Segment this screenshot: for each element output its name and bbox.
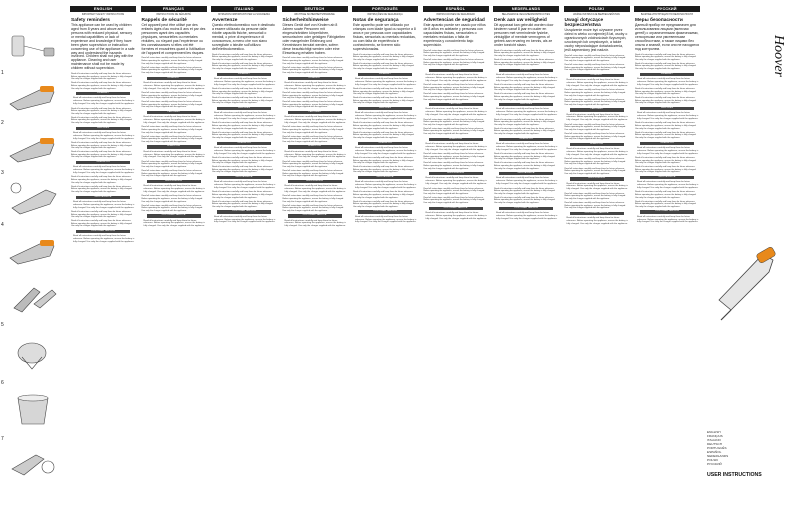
body-paragraph: Read all instructions carefully and keep them for future reference. Before operating the appliance, ensure the battery is fully charged. Use only the charger supplied with the appliance. xyxy=(423,127,485,136)
figure-number: 5 xyxy=(1,322,4,328)
language-item: FRANÇAIS xyxy=(707,434,723,438)
list-text: Read all instructions carefully and keep them for future reference. Before operating the appliance, ensure the battery is fully charged. Use only the charger supplied with the appliance. xyxy=(637,77,699,86)
body-paragraph: Read all instructions carefully and keep them for future reference. Before operating the appliance, ensure the battery is fully charged. Use only the charger supplied with the appliance. xyxy=(212,131,274,139)
list-text: Read all instructions carefully and keep them for future reference. Before operating the appliance, ensure the battery is fully charged. Use only the charger supplied with the appliance. xyxy=(496,108,558,117)
section-bar: MAINTENANCE xyxy=(570,177,624,180)
body-paragraph: Read all instructions carefully and keep them for future reference. Before operating the appliance, ensure the battery is fully charged. Use only the charger supplied with the appliance. xyxy=(282,126,344,134)
list-text: Read all instructions carefully and keep them for future reference. Before operating the appliance, ensure the battery is fully charged. Use only the charger supplied with the appliance. xyxy=(143,185,205,193)
safety-subheading: WAŻNE INSTRUKCJE BEZPIECZEŃSTWA xyxy=(573,13,620,16)
section-bar: CUSTOMER SERVICE xyxy=(499,207,553,210)
section-heading: Notas de segurança xyxy=(353,18,399,23)
language-header: ITALIANO xyxy=(211,6,277,12)
section-bar: ASSEMBLY xyxy=(217,73,271,76)
safety-subheading: IMPORTANT SAFETY INSTRUCTIONS xyxy=(81,13,125,16)
body-paragraph: Read all instructions carefully and keep them for future reference. Before operating the appliance, ensure the battery is fully charged. Use only the charger supplied with the appliance. xyxy=(71,185,133,193)
body-paragraph: Read all instructions carefully and keep them for future reference. Before operating the appliance, ensure the battery is fully charged. Use only the charger supplied with the appliance. xyxy=(635,122,697,130)
body-paragraph: Read all instructions carefully and keep them for future reference. Before operating the appliance, ensure the battery is fully charged. Use only the charger supplied with the appliance. xyxy=(494,93,556,101)
section-bar: FEATURES xyxy=(499,103,553,106)
body-paragraph: Read all instructions carefully and keep them for future reference. Before operating the appliance, ensure the battery is fully charged. Use only the charger supplied with the appliance. xyxy=(564,192,626,200)
body-paragraph: Read all instructions carefully and keep them for future reference. Before operating the appliance, ensure the battery is fully charged. Use only the charger supplied with the appliance. xyxy=(353,191,415,199)
list-text: Read all instructions carefully and keep them for future reference. Before operating the appliance, ensure the battery is fully charged. Use only the charger supplied with the appliance. xyxy=(496,73,558,82)
body-paragraph: Read all instructions carefully and keep them for future reference. Before operating the appliance, ensure the battery is fully charged. Use only the charger supplied with the appliance. xyxy=(423,196,485,204)
list-text: Read all instructions carefully and keep them for future reference. Before operating the appliance, ensure the battery is fully charged. Use only the charger supplied with the appliance. xyxy=(143,150,205,159)
body-paragraph: Read all instructions carefully and keep them for future reference. Before operating the appliance, ensure the battery is fully charged. Use only the charger supplied with the appliance. xyxy=(141,91,203,100)
body-paragraph: Read all instructions carefully and keep them for future reference. Before operating the appliance, ensure the battery is fully charged. Use only the charger supplied with the appliance. xyxy=(71,142,133,150)
lead-paragraph: Cet appareil peut être utilisé par des enfants âgés d'au moins 8 ans et par des personnes ayant des capacités physiques, sensorielles ou mentales réduites, ou n'ayant pas l'expérience ou les connaissances si elles ont été formées et encadrées quant à l'utilisation de l'appareil et comprennent les risques. xyxy=(141,23,206,55)
body-paragraph: Read all instructions carefully and keep them for future reference. Before operating the appliance, ensure the battery is fully charged. Use only the charger supplied with the appliance. xyxy=(353,62,415,71)
body-paragraph: Read all instructions carefully and keep them for future reference. Before operating the appliance, ensure the battery is fully charged. Use only the charger supplied with the appliance. xyxy=(282,204,344,212)
list-text: Read all instructions carefully and keep them for future reference. Before operating the appliance, ensure the battery is fully charged. Use only the charger supplied with the appliance. xyxy=(284,116,346,124)
body-paragraph: Read all instructions carefully and keep them for future reference. Before operating the appliance, ensure the battery is fully charged. Use only the charger supplied with the appliance. xyxy=(423,153,485,161)
language-column xyxy=(634,6,700,524)
safety-subheading: INSTRUÇÕES DE SEGURANÇA xyxy=(367,13,403,16)
body-paragraph: Read all instructions carefully and keep them for future reference. Before operating the appliance, ensure the battery is fully charged. Use only the charger supplied with the appliance. xyxy=(353,200,415,208)
body-paragraph: Read all instructions carefully and keep them for future reference. Before operating the appliance, ensure the battery is fully charged. Use only the charger supplied with the appliance. xyxy=(353,88,415,96)
safety-subheading: ISTRUZIONI IMPORTANTI PER LA SICUREZZA xyxy=(218,13,270,16)
section-bar: MAINTENANCE xyxy=(640,176,694,179)
list-text: Read all instructions carefully and keep them for future reference. Before operating the appliance, ensure the battery is fully charged. Use only the charger supplied with the appliance. xyxy=(637,146,699,155)
section-bar: MAINTENANCE xyxy=(288,180,342,183)
list-text: Read all instructions carefully and keep them for future reference. Before operating the appliance, ensure the battery is fully charged. Use only the charger supplied with the appliance. xyxy=(566,148,628,156)
section-bar: OPERATION xyxy=(499,138,553,141)
section-heading: Advertencias de seguridad xyxy=(423,18,485,23)
list-text: Read all instructions carefully and keep them for future reference. Before operating the appliance, ensure the battery is fully charged. Use only the charger supplied with the appliance. xyxy=(425,177,487,186)
section-bar: FEATURES xyxy=(640,107,694,110)
body-paragraph: Read all instructions carefully and keep them for future reference. Before operating the appliance, ensure the battery is fully charged. Use only the charger supplied with the appliance. xyxy=(423,118,485,126)
list-text: Read all instructions carefully and keep them for future reference. Before operating the appliance, ensure the battery is fully charged. Use only the charger supplied with the appliance. xyxy=(566,216,628,225)
body-paragraph: Read all instructions carefully and keep them for future reference. Before operating the appliance, ensure the battery is fully charged. Use only the charger supplied with the appliance. xyxy=(635,166,697,174)
list-text: Read all instructions carefully and keep them for future reference. Before operating the appliance, ensure the battery is fully charged. Use only the charger supplied with the appliance. xyxy=(425,108,487,117)
body-paragraph: Read all instructions carefully and keep them for future reference. Before operating the appliance, ensure the battery is fully charged. Use only the charger supplied with the appliance. xyxy=(141,195,203,203)
figure-strip xyxy=(0,0,67,528)
language-column xyxy=(352,6,418,524)
language-item: ITALIANO xyxy=(707,438,721,442)
list-text: Read all instructions carefully and keep them for future reference. Before operating the appliance, ensure the battery is fully charged. Use only the charger supplied with the appliance. xyxy=(637,181,699,190)
lead-paragraph: Este aparato puede ser usado por niños de 8 años en adelante y personas con capacidades físicas, sensoriales o mentales reducidas o falta de experiencia y conocimiento bajo supervisión. xyxy=(423,23,486,47)
dust-bowl-illustration xyxy=(4,390,62,430)
body-paragraph: Read all instructions carefully and keep them for future reference. Before operating the appliance, ensure the battery is fully charged. Use only the charger supplied with the appliance. xyxy=(141,160,203,169)
list-text: Read all instructions carefully and keep them for future reference. Before operating the appliance, ensure the battery is fully charged. Use only the charger supplied with the appliance. xyxy=(143,116,205,124)
body-paragraph: Read all instructions carefully and keep them for future reference. Before operating the appliance, ensure the battery is fully charged. Use only the charger supplied with the appliance. xyxy=(635,200,697,208)
list-text: Read all instructions carefully and keep them for future reference. Before operating the appliance, ensure the battery is fully charged. Use only the charger supplied with the appliance. xyxy=(496,142,558,151)
list-text: Read all instructions carefully and keep them for future reference. Before operating the appliance, ensure the battery is fully charged. Use only the charger supplied with the appliance. xyxy=(425,142,487,151)
body-paragraph: Read all instructions carefully and keep them for future reference. Before operating the appliance, ensure the battery is fully charged. Use only the charger supplied with the appliance. xyxy=(71,220,133,228)
list-text: Read all instructions carefully and keep them for future reference. Before operating the appliance, ensure the battery is fully charged. Use only the charger supplied with the appliance. xyxy=(143,219,205,228)
body-paragraph: Read all instructions carefully and keep them for future reference. Before operating the appliance, ensure the battery is fully charged. Use only the charger supplied with the appliance. xyxy=(564,202,626,210)
section-bar: CUSTOMER SERVICE xyxy=(76,230,130,233)
charger-illustration xyxy=(4,30,62,68)
cover-panel xyxy=(703,0,802,528)
body-paragraph: Read all instructions carefully and keep them for future reference. Before operating the appliance, ensure the battery is fully charged. Use only the charger supplied with the appliance. xyxy=(212,200,274,208)
body-paragraph: Read all instructions carefully and keep them for future reference. Before operating the appliance, ensure the battery is fully charged. Use only the charger supplied with the appliance. xyxy=(494,118,556,126)
body-paragraph: Read all instructions carefully and keep them for future reference. Before operating the appliance, ensure the battery is fully charged. Use only the charger supplied with the appliance. xyxy=(564,98,626,106)
list-text: Read all instructions carefully and keep them for future reference. Before operating the appliance, ensure the battery is fully charged. Use only the charger supplied with the appliance. xyxy=(566,113,628,122)
section-bar: FEATURES xyxy=(217,107,271,110)
body-paragraph: Read all instructions carefully and keep them for future reference. Before operating the appliance, ensure the battery is fully charged. Use only the charger supplied with the appliance. xyxy=(635,88,697,96)
section-bar: OPERATION xyxy=(217,142,271,145)
body-paragraph: Read all instructions carefully and keep them for future reference. Before operating the appliance, ensure the battery is fully charged. Use only the charger supplied with the appliance. xyxy=(212,62,274,71)
body-paragraph: Read all instructions carefully and keep them for future reference. Before operating the appliance, ensure the battery is fully charged. Use only the charger supplied with the appliance. xyxy=(141,135,203,143)
safety-subheading: ВАЖНЫЕ ИНСТРУКЦИИ ПО БЕЗОПАСНОСТИ xyxy=(640,13,694,16)
list-text: Read all instructions carefully and keep them for future reference. Before operating the appliance, ensure the battery is fully charged. Use only the charger supplied with the appliance. xyxy=(496,211,558,220)
list-text: Read all instructions carefully and keep them for future reference. Before operating the appliance, ensure the battery is fully charged. Use only the charger supplied with the appliance. xyxy=(73,200,135,209)
body-paragraph: Read all instructions carefully and keep them for future reference. Before operating the appliance, ensure the battery is fully charged. Use only the charger supplied with the appliance. xyxy=(141,170,203,178)
section-bar: ASSEMBLY xyxy=(76,92,130,95)
list-text: Read all instructions carefully and keep them for future reference. Before operating the appliance, ensure the battery is fully charged. Use only the charger supplied with the appliance. xyxy=(496,177,558,186)
svg-text:Hoover: Hoover xyxy=(771,35,786,77)
body-paragraph: Read all instructions carefully and keep them for future reference. Before operating the appliance, ensure the battery is fully charged. Use only the charger supplied with the appliance. xyxy=(494,127,556,136)
document-title: USER INSTRUCTIONS xyxy=(707,472,762,478)
body-paragraph: Read all instructions carefully and keep them for future reference. Before operating the appliance, ensure the battery is fully charged. Use only the charger supplied with the appliance. xyxy=(282,101,344,109)
section-bar: ASSEMBLY xyxy=(570,74,624,77)
body-paragraph: Read all instructions carefully and keep them for future reference. Before operating the appliance, ensure the battery is fully charged. Use only the charger supplied with the appliance. xyxy=(353,97,415,105)
section-bar: ASSEMBLY xyxy=(358,73,412,76)
language-column xyxy=(493,6,559,524)
body-paragraph: Read all instructions carefully and keep them for future reference. Before operating the appliance, ensure the battery is fully charged. Use only the charger supplied with the appliance. xyxy=(212,53,274,61)
list-text: Read all instructions carefully and keep them for future reference. Before operating the appliance, ensure the battery is fully charged. Use only the charger supplied with the appliance. xyxy=(355,77,417,86)
body-paragraph: Read all instructions carefully and keep them for future reference. Before operating the appliance, ensure the battery is fully charged. Use only the charger supplied with the appliance. xyxy=(564,64,626,72)
section-heading: Denk aan uw veiligheid xyxy=(494,18,547,23)
list-text: Read all instructions carefully and keep them for future reference. Before operating the appliance, ensure the battery is fully charged. Use only the charger supplied with the appliance. xyxy=(566,182,628,191)
body-paragraph: Read all instructions carefully and keep them for future reference. Before operating the appliance, ensure the battery is fully charged. Use only the charger supplied with the appliance. xyxy=(353,156,415,165)
body-paragraph: Read all instructions carefully and keep them for future reference. Before operating the appliance, ensure the battery is fully charged. Use only the charger supplied with the appliance. xyxy=(71,73,133,81)
language-header: POLSKI xyxy=(564,6,630,12)
body-paragraph: Read all instructions carefully and keep them for future reference. Before operating the appliance, ensure the battery is fully charged. Use only the charger supplied with the appliance. xyxy=(635,97,697,105)
section-bar: OPERATION xyxy=(358,142,412,145)
section-bar: CUSTOMER SERVICE xyxy=(640,210,694,213)
list-text: Read all instructions carefully and keep them for future reference. Before operating the appliance, ensure the battery is fully charged. Use only the charger supplied with the appliance. xyxy=(284,150,346,159)
figure-number: 3 xyxy=(1,170,4,176)
body-paragraph: Read all instructions carefully and keep them for future reference. Before operating the appliance, ensure the battery is fully charged. Use only the charger supplied with the appliance. xyxy=(141,101,203,109)
section-bar: MAINTENANCE xyxy=(147,180,201,183)
crevice-tool-illustration xyxy=(4,280,62,318)
language-header: NEDERLANDS xyxy=(493,6,559,12)
body-paragraph: Read all instructions carefully and keep them for future reference. Before operating the appliance, ensure the battery is fully charged. Use only the charger supplied with the appliance. xyxy=(212,166,274,174)
section-bar: ASSEMBLY xyxy=(640,73,694,76)
language-item: РУССКИЙ xyxy=(707,462,722,466)
figure-number: 7 xyxy=(1,436,4,442)
lead-paragraph: This appliance can be used by children aged from 8 years and above and persons with reduced physical, sensory or mental capabilities or lack of experience and knowledge if they have been given supervision or instruction concerning use of the appliance in a safe way and understand the hazards involved. Children shall not play with the appliance. Cleaning and user maintenance shall not be made by children without supervision. xyxy=(71,23,135,71)
body-paragraph: Read all instructions carefully and keep them for future reference. Before operating the appliance, ensure the battery is fully charged. Use only the charger supplied with the appliance. xyxy=(635,53,697,61)
body-paragraph: Read all instructions carefully and keep them for future reference. Before operating the appliance, ensure the battery is fully charged. Use only the charger supplied with the appliance. xyxy=(212,191,274,199)
section-bar: CUSTOMER SERVICE xyxy=(570,212,624,215)
body-paragraph: Read all instructions carefully and keep them for future reference. Before operating the appliance, ensure the battery is fully charged. Use only the charger supplied with the appliance. xyxy=(564,123,626,131)
body-paragraph: Read all instructions carefully and keep them for future reference. Before operating the appliance, ensure the battery is fully charged. Use only the charger supplied with the appliance. xyxy=(353,53,415,61)
section-bar: OPERATION xyxy=(570,143,624,146)
body-paragraph: Read all instructions carefully and keep them for future reference. Before operating the appliance, ensure the battery is fully charged. Use only the charger supplied with the appliance. xyxy=(282,66,344,74)
section-heading: Меры безопасности xyxy=(635,18,683,23)
list-text: Read all instructions carefully and keep them for future reference. Before operating the appliance, ensure the battery is fully charged. Use only the charger supplied with the appliance. xyxy=(143,81,205,90)
product-illustration xyxy=(711,236,781,326)
list-text: Read all instructions carefully and keep them for future reference. Before operating the appliance, ensure the battery is fully charged. Use only the charger supplied with the appliance. xyxy=(214,146,276,155)
language-list xyxy=(707,430,728,466)
body-paragraph: Read all instructions carefully and keep them for future reference. Before operating the appliance, ensure the battery is fully charged. Use only the charger supplied with the appliance. xyxy=(423,58,485,67)
body-paragraph: Read all instructions carefully and keep them for future reference. Before operating the appliance, ensure the battery is fully charged. Use only the charger supplied with the appliance. xyxy=(141,204,203,212)
list-text: Read all instructions carefully and keep them for future reference. Before operating the appliance, ensure the battery is fully charged. Use only the charger supplied with the appliance. xyxy=(355,146,417,155)
language-header: ESPAÑOL xyxy=(423,6,489,12)
language-item: PORTUGUÊS xyxy=(707,446,727,450)
list-text: Read all instructions carefully and keep them for future reference. Before operating the appliance, ensure the battery is fully charged. Use only the charger supplied with the appliance. xyxy=(73,97,135,106)
body-paragraph: Read all instructions carefully and keep them for future reference. Before operating the appliance, ensure the battery is fully charged. Use only the charger supplied with the appliance. xyxy=(71,116,133,125)
list-text: Read all instructions carefully and keep them for future reference. Before operating the appliance, ensure the battery is fully charged. Use only the charger supplied with the appliance. xyxy=(214,181,276,190)
section-bar: OPERATION xyxy=(429,138,483,141)
hoover-logo-icon xyxy=(760,26,790,86)
section-bar: ASSEMBLY xyxy=(499,69,553,72)
body-paragraph: Read all instructions carefully and keep them for future reference. Before operating the appliance, ensure the battery is fully charged. Use only the charger supplied with the appliance. xyxy=(353,122,415,130)
body-paragraph: Read all instructions carefully and keep them for future reference. Before operating the appliance, ensure the battery is fully charged. Use only the charger supplied with the appliance. xyxy=(494,58,556,67)
lead-paragraph: Urządzenie może być używane przez dzieci w wieku co najmniej 8 lat, osoby o ograniczonych zdolnościach fizycznych, czuciowych lub umysłowych, a także osoby nieposiadające doświadczenia, jeśli zapewniony jest nadzór. xyxy=(564,28,628,52)
safety-subheading: INSTRUCTIONS DE SÉCURITÉ xyxy=(156,13,191,16)
list-text: Read all instructions carefully and keep them for future reference. Before operating the appliance, ensure the battery is fully charged. Use only the charger supplied with the appliance. xyxy=(214,77,276,86)
section-bar: CUSTOMER SERVICE xyxy=(217,210,271,213)
section-bar: ASSEMBLY xyxy=(147,77,201,80)
body-paragraph: Read all instructions carefully and keep them for future reference. Before operating the appliance, ensure the battery is fully charged. Use only the charger supplied with the appliance. xyxy=(282,57,344,65)
body-paragraph: Read all instructions carefully and keep them for future reference. Before operating the appliance, ensure the battery is fully charged. Use only the charger supplied with the appliance. xyxy=(564,158,626,166)
body-paragraph: Read all instructions carefully and keep them for future reference. Before operating the appliance, ensure the battery is fully charged. Use only the charger supplied with the appliance. xyxy=(494,196,556,204)
section-bar: CUSTOMER SERVICE xyxy=(358,210,412,213)
vacuum-illustration-1 xyxy=(4,78,62,116)
body-paragraph: Read all instructions carefully and keep them for future reference. Before operating the appliance, ensure the battery is fully charged. Use only the charger supplied with the appliance. xyxy=(635,62,697,71)
figure-number: 1 xyxy=(1,70,4,76)
body-paragraph: Read all instructions carefully and keep them for future reference. Before operating the appliance, ensure the battery is fully charged. Use only the charger supplied with the appliance. xyxy=(282,170,344,178)
body-paragraph: Read all instructions carefully and keep them for future reference. Before operating the appliance, ensure the battery is fully charged. Use only the charger supplied with the appliance. xyxy=(564,54,626,63)
body-paragraph: Read all instructions carefully and keep them for future reference. Before operating the appliance, ensure the battery is fully charged. Use only the charger supplied with the appliance. xyxy=(141,57,203,65)
lead-paragraph: Dieses Gerät darf von Kindern ab 8 Jahren sowie Personen mit eingeschränkten körperlichen, sensorischen oder geistigen Fähigkeiten oder mangelnder Erfahrung und Kenntnissen benutzt werden, sofern diese beaufsichtigt werden oder eine Einweisung erhalten haben. xyxy=(282,23,346,55)
list-text: Read all instructions carefully and keep them for future reference. Before operating the appliance, ensure the battery is fully charged. Use only the charger supplied with the appliance. xyxy=(73,235,135,244)
list-text: Read all instructions carefully and keep them for future reference. Before operating the appliance, ensure the battery is fully charged. Use only the charger supplied with the appliance. xyxy=(637,112,699,121)
body-paragraph: Read all instructions carefully and keep them for future reference. Before operating the appliance, ensure the battery is fully charged. Use only the charger supplied with the appliance. xyxy=(282,195,344,203)
language-column xyxy=(282,6,348,524)
language-item: ENGLISH xyxy=(707,430,721,434)
body-paragraph: Read all instructions carefully and keep them for future reference. Before operating the appliance, ensure the battery is fully charged. Use only the charger supplied with the appliance. xyxy=(212,97,274,105)
section-bar: MAINTENANCE xyxy=(358,176,412,179)
body-paragraph: Read all instructions carefully and keep them for future reference. Before operating the appliance, ensure the battery is fully charged. Use only the charger supplied with the appliance. xyxy=(71,210,133,219)
lead-paragraph: Данный прибор не предназначен для использования лицами (включая детей) с ограниченными физическими, сенсорными или умственными способностями, а также лицами без опыта и знаний, если они не находятся под контролем. xyxy=(635,23,699,51)
section-bar: OPERATION xyxy=(288,145,342,148)
language-item: ESPAÑOL xyxy=(707,450,722,454)
body-paragraph: Read all instructions carefully and keep them for future reference. Before operating the appliance, ensure the battery is fully charged. Use only the charger supplied with the appliance. xyxy=(423,162,485,170)
vacuum-illustration-4 xyxy=(4,228,62,268)
body-paragraph: Read all instructions carefully and keep them for future reference. Before operating the appliance, ensure the battery is fully charged. Use only the charger supplied with the appliance. xyxy=(353,131,415,139)
body-paragraph: Read all instructions carefully and keep them for future reference. Before operating the appliance, ensure the battery is fully charged. Use only the charger supplied with the appliance. xyxy=(423,49,485,57)
body-paragraph: Read all instructions carefully and keep them for future reference. Before operating the appliance, ensure the battery is fully charged. Use only the charger supplied with the appliance. xyxy=(635,131,697,139)
body-paragraph: Read all instructions carefully and keep them for future reference. Before operating the appliance, ensure the battery is fully charged. Use only the charger supplied with the appliance. xyxy=(494,187,556,195)
body-paragraph: Read all instructions carefully and keep them for future reference. Before operating the appliance, ensure the battery is fully charged. Use only the charger supplied with the appliance. xyxy=(141,126,203,134)
section-heading: Safety reminders xyxy=(71,18,110,23)
body-paragraph: Read all instructions carefully and keep them for future reference. Before operating the appliance, ensure the battery is fully charged. Use only the charger supplied with the appliance. xyxy=(564,89,626,97)
body-paragraph: Read all instructions carefully and keep them for future reference. Before operating the appliance, ensure the battery is fully charged. Use only the charger supplied with the appliance. xyxy=(71,176,133,184)
body-paragraph: Read all instructions carefully and keep them for future reference. Before operating the appliance, ensure the battery is fully charged. Use only the charger supplied with the appliance. xyxy=(212,122,274,130)
body-paragraph: Read all instructions carefully and keep them for future reference. Before operating the appliance, ensure the battery is fully charged. Use only the charger supplied with the appliance. xyxy=(494,84,556,92)
body-paragraph: Read all instructions carefully and keep them for future reference. Before operating the appliance, ensure the battery is fully charged. Use only the charger supplied with the appliance. xyxy=(564,133,626,141)
body-paragraph: Read all instructions carefully and keep them for future reference. Before operating the appliance, ensure the battery is fully charged. Use only the charger supplied with the appliance. xyxy=(282,160,344,169)
section-bar: ASSEMBLY xyxy=(288,77,342,80)
section-bar: MAINTENANCE xyxy=(499,172,553,175)
figure-number: 4 xyxy=(1,222,4,228)
list-text: Read all instructions carefully and keep them for future reference. Before operating the appliance, ensure the battery is fully charged. Use only the charger supplied with the appliance. xyxy=(355,181,417,190)
body-paragraph: Read all instructions carefully and keep them for future reference. Before operating the appliance, ensure the battery is fully charged. Use only the charger supplied with the appliance. xyxy=(494,49,556,57)
list-text: Read all instructions carefully and keep them for future reference. Before operating the appliance, ensure the battery is fully charged. Use only the charger supplied with the appliance. xyxy=(214,112,276,121)
safety-subheading: BELANGRIJKE VEILIGHEIDSINSTRUCTIES xyxy=(501,13,551,16)
section-bar: CUSTOMER SERVICE xyxy=(429,207,483,210)
body-paragraph: Read all instructions carefully and keep them for future reference. Before operating the appliance, ensure the battery is fully charged. Use only the charger supplied with the appliance. xyxy=(282,91,344,100)
body-paragraph: Read all instructions carefully and keep them for future reference. Before operating the appliance, ensure the battery is fully charged. Use only the charger supplied with the appliance. xyxy=(71,82,133,90)
list-text: Read all instructions carefully and keep them for future reference. Before operating the appliance, ensure the battery is fully charged. Use only the charger supplied with the appliance. xyxy=(637,215,699,224)
language-column xyxy=(211,6,277,524)
body-paragraph: Read all instructions carefully and keep them for future reference. Before operating the appliance, ensure the battery is fully charged. Use only the charger supplied with the appliance. xyxy=(635,191,697,199)
language-header: PORTUGUÊS xyxy=(352,6,418,12)
vacuum-illustration-2 xyxy=(4,128,62,168)
language-item: POLSKI xyxy=(707,458,719,462)
filter-illustration xyxy=(4,335,62,373)
list-text: Read all instructions carefully and keep them for future reference. Before operating the appliance, ensure the battery is fully charged. Use only the charger supplied with the appliance. xyxy=(284,81,346,90)
safety-subheading: INSTRUCCIONES DE SEGURIDAD xyxy=(436,13,475,16)
body-paragraph: Read all instructions carefully and keep them for future reference. Before operating the appliance, ensure the battery is fully charged. Use only the charger supplied with the appliance. xyxy=(635,156,697,165)
section-bar: OPERATION xyxy=(640,142,694,145)
body-paragraph: Read all instructions carefully and keep them for future reference. Before operating the appliance, ensure the battery is fully charged. Use only the charger supplied with the appliance. xyxy=(71,151,133,159)
list-text: Read all instructions carefully and keep them for future reference. Before operating the appliance, ensure the battery is fully charged. Use only the charger supplied with the appliance. xyxy=(425,211,487,220)
section-bar: FEATURES xyxy=(147,111,201,114)
body-paragraph: Read all instructions carefully and keep them for future reference. Before operating the appliance, ensure the battery is fully charged. Use only the charger supplied with the appliance. xyxy=(141,66,203,74)
body-paragraph: Read all instructions carefully and keep them for future reference. Before operating the appliance, ensure the battery is fully charged. Use only the charger supplied with the appliance. xyxy=(423,84,485,92)
language-column xyxy=(423,6,489,524)
list-text: Read all instructions carefully and keep them for future reference. Before operating the appliance, ensure the battery is fully charged. Use only the charger supplied with the appliance. xyxy=(214,215,276,224)
section-bar: FEATURES xyxy=(570,108,624,111)
section-bar: MAINTENANCE xyxy=(217,176,271,179)
section-heading: Avvertenze xyxy=(212,18,238,23)
lead-paragraph: Este aparelho pode ser utilizado por crianças com idade igual ou superior a 8 anos e por pessoas com capacidades físicas, sensoriais ou mentais reduzidas, ou com falta de experiência e conhecimento, se tiverem sido supervisionadas. xyxy=(353,23,416,51)
list-text: Read all instructions carefully and keep them for future reference. Before operating the appliance, ensure the battery is fully charged. Use only the charger supplied with the appliance. xyxy=(425,73,487,82)
body-paragraph: Read all instructions carefully and keep them for future reference. Before operating the appliance, ensure the battery is fully charged. Use only the charger supplied with the appliance. xyxy=(212,156,274,165)
language-column xyxy=(141,6,207,524)
section-heading: Sicherheitshinweise xyxy=(282,18,329,23)
body-paragraph: Read all instructions carefully and keep them for future reference. Before operating the appliance, ensure the battery is fully charged. Use only the charger supplied with the appliance. xyxy=(423,187,485,195)
body-paragraph: Read all instructions carefully and keep them for future reference. Before operating the appliance, ensure the battery is fully charged. Use only the charger supplied with the appliance. xyxy=(212,88,274,96)
section-bar: ASSEMBLY xyxy=(429,69,483,72)
language-column xyxy=(564,6,630,524)
section-heading: Uwagi dotyczące bezpieczeństwa xyxy=(564,18,604,29)
language-header: FRANÇAIS xyxy=(141,6,207,12)
body-paragraph: Read all instructions carefully and keep them for future reference. Before operating the appliance, ensure the battery is fully charged. Use only the charger supplied with the appliance. xyxy=(494,153,556,161)
language-column xyxy=(70,6,136,524)
language-header: ENGLISH xyxy=(70,6,136,12)
body-paragraph: Read all instructions carefully and keep them for future reference. Before operating the appliance, ensure the battery is fully charged. Use only the charger supplied with the appliance. xyxy=(71,107,133,115)
body-paragraph: Read all instructions carefully and keep them for future reference. Before operating the appliance, ensure the battery is fully charged. Use only the charger supplied with the appliance. xyxy=(423,93,485,101)
body-paragraph: Read all instructions carefully and keep them for future reference. Before operating the appliance, ensure the battery is fully charged. Use only the charger supplied with the appliance. xyxy=(282,135,344,143)
figure-number: 2 xyxy=(1,120,4,126)
list-text: Read all instructions carefully and keep them for future reference. Before operating the appliance, ensure the battery is fully charged. Use only the charger supplied with the appliance. xyxy=(73,131,135,140)
section-bar: FEATURES xyxy=(358,107,412,110)
language-header: DEUTSCH xyxy=(282,6,348,12)
cleaning-illustration xyxy=(4,445,62,479)
section-bar: FEATURES xyxy=(76,127,130,130)
section-bar: OPERATION xyxy=(76,161,130,164)
body-paragraph: Read all instructions carefully and keep them for future reference. Before operating the appliance, ensure the battery is fully charged. Use only the charger supplied with the appliance. xyxy=(494,162,556,170)
language-header: РУССКИЙ xyxy=(634,6,700,12)
figure-number: 6 xyxy=(1,380,4,386)
section-bar: CUSTOMER SERVICE xyxy=(288,214,342,217)
list-text: Read all instructions carefully and keep them for future reference. Before operating the appliance, ensure the battery is fully charged. Use only the charger supplied with the appliance. xyxy=(284,185,346,193)
section-bar: FEATURES xyxy=(288,111,342,114)
section-bar: MAINTENANCE xyxy=(429,172,483,175)
section-bar: OPERATION xyxy=(147,145,201,148)
safety-subheading: WICHTIGE SICHERHEITSHINWEISE xyxy=(294,13,335,16)
language-item: DEUTSCH xyxy=(707,442,722,446)
vacuum-illustration-3 xyxy=(4,178,62,218)
section-bar: CUSTOMER SERVICE xyxy=(147,214,201,217)
list-text: Read all instructions carefully and keep them for future reference. Before operating the appliance, ensure the battery is fully charged. Use only the charger supplied with the appliance. xyxy=(73,166,135,175)
language-item: NEDERLANDS xyxy=(707,454,729,458)
body-paragraph: Read all instructions carefully and keep them for future reference. Before operating the appliance, ensure the battery is fully charged. Use only the charger supplied with the appliance. xyxy=(353,166,415,174)
section-bar: FEATURES xyxy=(429,103,483,106)
body-paragraph: Read all instructions carefully and keep them for future reference. Before operating the appliance, ensure the battery is fully charged. Use only the charger supplied with the appliance. xyxy=(564,167,626,175)
list-text: Read all instructions carefully and keep them for future reference. Before operating the appliance, ensure the battery is fully charged. Use only the charger supplied with the appliance. xyxy=(566,79,628,87)
list-text: Read all instructions carefully and keep them for future reference. Before operating the appliance, ensure the battery is fully charged. Use only the charger supplied with the appliance. xyxy=(355,112,417,121)
section-heading: Rappels de sécurité xyxy=(141,18,187,23)
list-text: Read all instructions carefully and keep them for future reference. Before operating the appliance, ensure the battery is fully charged. Use only the charger supplied with the appliance. xyxy=(284,219,346,228)
lead-paragraph: Questo elettrodomestico non è destinato a essere utilizzato da persone dalle ridotte capacità fisiche, sensoriali o mentali, o prive di esperienza e di conoscenza, a meno che non siano sorvegliate o istruite sull'utilizzo dell'elettrodomestico. xyxy=(212,23,275,51)
list-text: Read all instructions carefully and keep them for future reference. Before operating the appliance, ensure the battery is fully charged. Use only the charger supplied with the appliance. xyxy=(355,215,417,224)
section-bar: MAINTENANCE xyxy=(76,196,130,199)
lead-paragraph: Dit apparaat kan gebruikt worden door kinderen vanaf 8 jaar en ouder en personen met verminderde fysieke, zintuiglijke of mentale vermogens of gebrek aan ervaring en kennis, als ze onder toezicht staan. xyxy=(494,23,554,47)
